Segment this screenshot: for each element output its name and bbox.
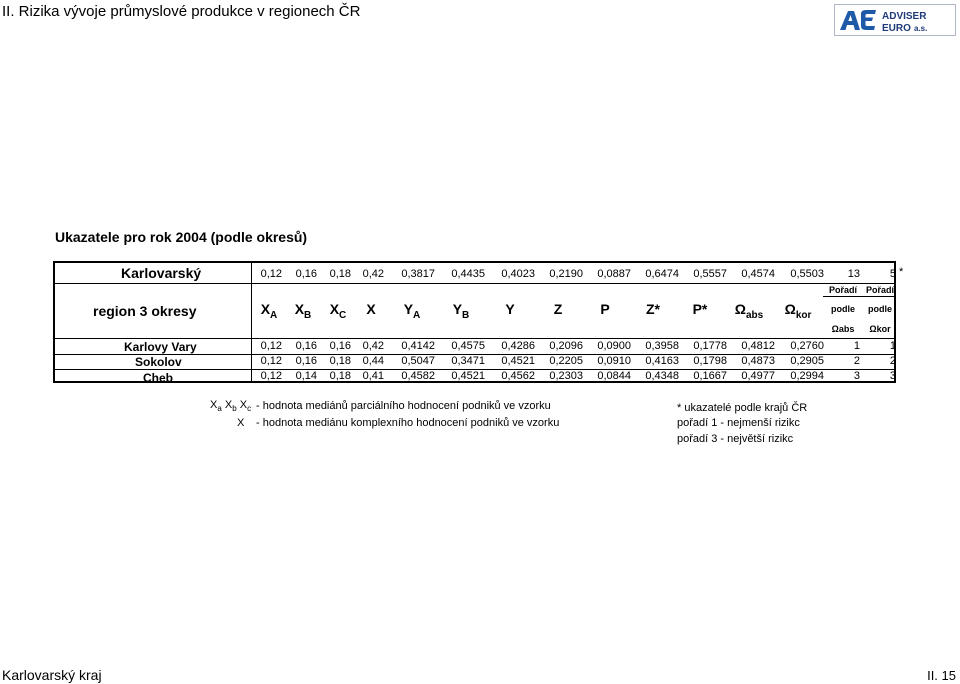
table-cell: 0,4575 — [451, 340, 485, 352]
table-cell: 0,2205 — [549, 355, 583, 367]
table-cell: 0,12 — [260, 370, 282, 382]
column-header — [283, 301, 323, 321]
column-header-symbol: X — [366, 301, 376, 317]
column-header-symbol: X — [329, 301, 340, 317]
column-header — [778, 301, 818, 321]
region-row-label: Karlovarský — [121, 265, 202, 281]
table-cell: 0,41 — [362, 370, 384, 382]
column-header-symbol: Y — [403, 301, 414, 317]
table-cell: 0,0844 — [597, 370, 631, 382]
footer-page-number: II. 15 — [927, 668, 956, 683]
table-cell: 0,4142 — [401, 340, 435, 352]
column-header — [585, 301, 625, 317]
section-title: Ukazatele pro rok 2004 (podle okresů) — [55, 229, 308, 245]
table-cell: 0,1667 — [693, 370, 727, 382]
table-row — [55, 340, 894, 354]
column-header — [729, 301, 769, 321]
column-header — [633, 301, 673, 317]
region-row — [55, 268, 894, 282]
table-cell: 0,4521 — [451, 370, 485, 382]
page-title: II. Rizika vývoje průmyslové produkce v regionech ČR — [2, 3, 361, 20]
table-cell: 0,3817 — [401, 268, 435, 280]
legend-line1-text: - hodnota mediánů parciálního hodnocení podniků ve vzorku — [256, 400, 551, 412]
table-cell: 0,14 — [295, 370, 317, 382]
table-cell: 0,4023 — [501, 268, 535, 280]
column-header-subscript: kor — [795, 309, 812, 321]
table-cell: 0,42 — [362, 340, 384, 352]
table-cell: 0,5503 — [790, 268, 824, 280]
column-header-symbol: Y — [505, 301, 515, 317]
poradi-divider — [823, 296, 894, 297]
table-cell: 0,6474 — [645, 268, 679, 280]
column-header-subscript: A — [413, 309, 421, 321]
row-label-karlovy-vary: Karlovy Vary — [124, 340, 197, 354]
header-row — [55, 283, 894, 338]
row-label-cheb: Cheb — [143, 371, 173, 385]
table-row — [55, 355, 894, 369]
legend-x: X — [237, 417, 245, 429]
table-cell: 0,1778 — [693, 340, 727, 352]
table-cell: 0,4812 — [741, 340, 775, 352]
column-header-symbol: Ω — [734, 301, 746, 317]
table-cell: 2 — [853, 355, 860, 367]
logo-text-euro: EURO — [882, 23, 911, 34]
column-header-subscript: A — [270, 309, 278, 321]
table-cell: 0,2760 — [790, 340, 824, 352]
table-cell: 0,12 — [260, 355, 282, 367]
table-cell: 0,18 — [329, 355, 351, 367]
note-rank-1: pořadí 1 - nejmenší rizikc — [677, 417, 800, 429]
header-row-label: region 3 okresy — [93, 303, 197, 319]
table-cell: 0,4163 — [645, 355, 679, 367]
table-row — [55, 370, 894, 384]
column-header-symbol: Z* — [646, 301, 660, 317]
table-cell: 2 — [889, 355, 896, 367]
note-regions: * ukazatelé podle krajů ČR — [677, 402, 808, 414]
legend-x-symbol: X — [224, 399, 233, 411]
column-header-subscript: C — [339, 309, 347, 321]
poradi-label: Pořadí — [828, 285, 857, 295]
legend-line2-text: - hodnota mediánu komplexního hodnocení podniků ve vzorku — [256, 417, 560, 429]
adviser-euro-logo — [834, 4, 956, 36]
legend-sub-b: b — [232, 404, 237, 414]
table-cell: 1 — [889, 340, 896, 352]
table-cell: 0,4873 — [741, 355, 775, 367]
row-label-sokolov: Sokolov — [135, 355, 182, 369]
poradi-label: Pořadí — [865, 285, 894, 295]
omega-abs-label: Ωabs — [831, 324, 855, 334]
logo-text-as: a.s. — [914, 24, 928, 33]
footer-region: Karlovarský kraj — [2, 667, 102, 683]
table-cell: 0,42 — [362, 268, 384, 280]
table-cell: 0,16 — [295, 355, 317, 367]
column-header — [351, 301, 391, 317]
column-header-symbol: P* — [692, 301, 708, 317]
table-cell: 0,0887 — [597, 268, 631, 280]
table-cell: 0,0910 — [597, 355, 631, 367]
table-cell: 0,18 — [329, 268, 351, 280]
legend-x-symbol: X — [210, 399, 218, 411]
column-header — [490, 301, 530, 317]
table-cell: 0,2303 — [549, 370, 583, 382]
table-cell: 0,12 — [260, 268, 282, 280]
column-header — [680, 301, 720, 317]
table-cell: 0,5557 — [693, 268, 727, 280]
column-header-symbol: Y — [452, 301, 463, 317]
column-header-symbol: X — [294, 301, 305, 317]
column-header-subscript: B — [304, 309, 312, 321]
table-cell: 0,1798 — [693, 355, 727, 367]
table-cell: 0,4574 — [741, 268, 775, 280]
table-cell: 13 — [847, 268, 860, 280]
legend-x-symbol: X — [239, 399, 248, 411]
logo-text-adviser: ADVISER — [882, 11, 927, 22]
column-header-symbol: X — [260, 301, 271, 317]
table-cell: 0,4977 — [741, 370, 775, 382]
column-header — [392, 301, 432, 321]
legend-sub-c: c — [247, 404, 252, 414]
table-cell: 0,16 — [329, 340, 351, 352]
region-row-star: * — [899, 266, 904, 278]
column-header-symbol: Z — [553, 301, 563, 317]
legend-xabc — [210, 399, 251, 413]
table-cell: 0,4435 — [451, 268, 485, 280]
column-header — [538, 301, 578, 317]
table-cell: 0,4348 — [645, 370, 679, 382]
table-cell: 0,5047 — [401, 355, 435, 367]
table-cell: 0,4562 — [501, 370, 535, 382]
podle-label: podle — [831, 304, 855, 314]
table-cell: 0,3471 — [451, 355, 485, 367]
note-rank-3: pořadí 3 - největší rizikc — [677, 433, 794, 445]
podle-label: podle — [868, 304, 892, 314]
table-cell: 0,16 — [295, 268, 317, 280]
table-cell: 0,16 — [295, 340, 317, 352]
table-cell: 0,44 — [362, 355, 384, 367]
table-cell: 3 — [853, 370, 860, 382]
table-cell: 0,2994 — [790, 370, 824, 382]
table-cell: 0,4582 — [401, 370, 435, 382]
legend-sub-a: a — [217, 404, 222, 414]
table-cell: 3 — [889, 370, 896, 382]
table-divider-header — [55, 338, 894, 339]
table-cell: 0,18 — [329, 370, 351, 382]
table-cell: 5 — [889, 268, 896, 280]
omega-kor-label: Ωkor — [869, 324, 891, 334]
table-cell: 0,0900 — [597, 340, 631, 352]
table-cell: 1 — [853, 340, 860, 352]
table-cell: 0,4521 — [501, 355, 535, 367]
column-header-subscript: abs — [746, 309, 764, 321]
table-cell: 0,2190 — [549, 268, 583, 280]
table-cell: 0,2096 — [549, 340, 583, 352]
column-header-symbol: P — [600, 301, 610, 317]
indicators-table — [53, 261, 896, 383]
column-header-subscript: B — [462, 309, 470, 321]
column-header-symbol: Ω — [784, 301, 796, 317]
column-header — [441, 301, 481, 321]
table-cell: 0,12 — [260, 340, 282, 352]
table-cell: 0,3958 — [645, 340, 679, 352]
table-cell: 0,2905 — [790, 355, 824, 367]
table-cell: 0,4286 — [501, 340, 535, 352]
